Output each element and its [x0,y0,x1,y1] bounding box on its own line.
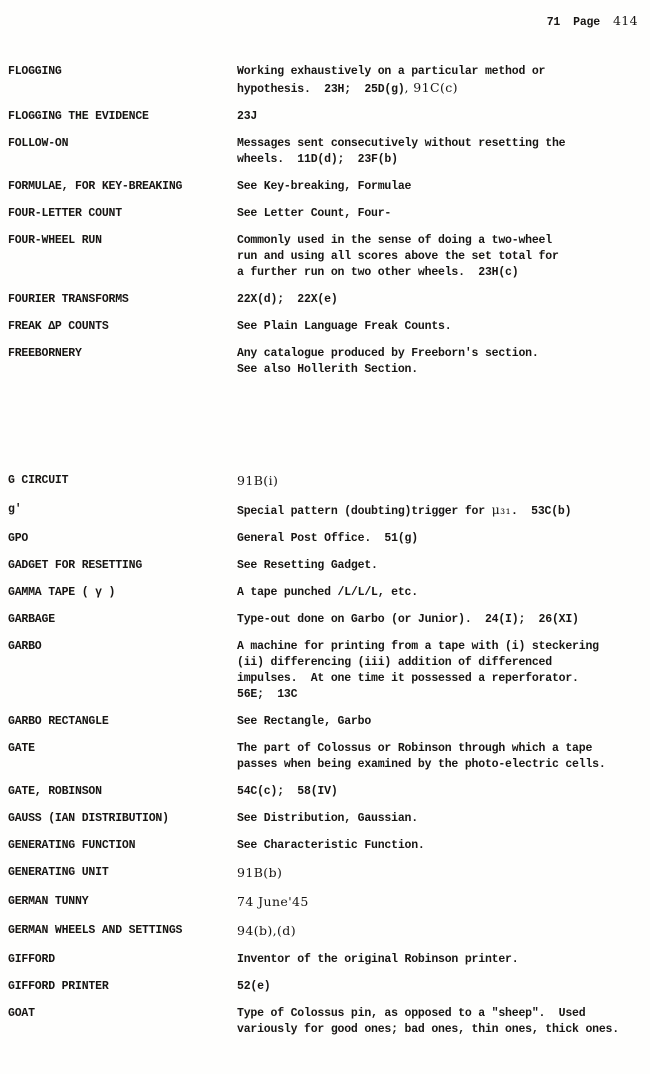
glossary-entry [8,714,642,730]
glossary-section-f [8,64,642,378]
glossary-term: G CIRCUIT [8,474,69,487]
glossary-entry [8,136,642,168]
typed-text: Commonly used in the sense of doing a two-wheel [237,234,552,247]
handwritten-annotation: μ₃₁ [491,502,512,517]
glossary-entry [8,741,642,773]
typed-text: A machine for printing from a tape with (i) steckering [237,640,599,653]
definition-line [237,923,632,941]
definition-line [237,1022,632,1038]
definition-line [237,319,632,335]
typed-text: See Distribution, Gaussian. [237,812,418,825]
glossary-entry [8,811,642,827]
typed-text: General Post Office. 51(g) [237,532,418,545]
definition-line [237,206,632,222]
glossary-definition [237,811,632,827]
typed-text: 23J [237,110,258,123]
definition-line [237,362,632,378]
glossary-definition [237,952,632,968]
typed-text: impulses. At one time it possessed a reperforator. [237,672,579,685]
glossary-entry [8,894,642,912]
glossary-definition [237,473,632,491]
definition-line [237,612,632,628]
glossary-entry [8,838,642,854]
glossary-term: GIFFORD PRINTER [8,980,109,993]
glossary-definition [237,64,632,98]
glossary-entry [8,346,642,378]
glossary-term: GENERATING FUNCTION [8,839,136,852]
glossary-entry [8,639,642,703]
chapter-number: 71 [546,16,561,29]
glossary-definition [237,558,632,574]
typed-text: a further run on two other wheels. 23H(c) [237,266,519,279]
definition-line [237,1006,632,1022]
typed-text: run and using all scores above the set total for [237,250,559,263]
typed-text: See Plain Language Freak Counts. [237,320,452,333]
glossary-definition [237,979,632,995]
definition-line [237,179,632,195]
glossary-definition [237,319,632,335]
definition-line [237,741,632,757]
glossary-term: GATE, ROBINSON [8,785,102,798]
glossary-entry [8,865,642,883]
glossary-term: FORMULAE, FOR KEY-BREAKING [8,180,183,193]
definition-line [237,265,632,281]
glossary-term: FREAK ΔP COUNTS [8,320,109,333]
glossary-entry [8,784,642,800]
definition-line [237,639,632,655]
glossary-entry [8,1006,642,1038]
glossary-definition [237,1006,632,1038]
glossary-definition [237,346,632,378]
definition-line [237,811,632,827]
glossary-entry [8,531,642,547]
glossary-term: GAMMA TAPE ( γ ) [8,586,116,599]
definition-line [237,784,632,800]
glossary-definition [237,233,632,281]
glossary-term: GARBAGE [8,613,55,626]
glossary-term: GARBO RECTANGLE [8,715,109,728]
definition-line [237,249,632,265]
page-number: 414 [612,13,638,28]
definition-line [237,671,632,687]
typed-text: The part of Colossus or Robinson through which a tape [237,742,593,755]
glossary-definition [237,741,632,773]
typed-text: Any catalogue produced by Freeborn's section. [237,347,539,360]
definition-line [237,136,632,152]
handwritten-annotation: 91B(i) [237,473,279,488]
glossary-entry [8,64,642,98]
typed-text: 52(e) [237,980,271,993]
glossary-term: GENERATING UNIT [8,866,109,879]
definition-line [237,838,632,854]
glossary-term: FOLLOW-ON [8,137,69,150]
glossary-entry [8,319,642,335]
glossary-entry [8,109,642,125]
glossary-entry [8,923,642,941]
glossary-definition [237,136,632,168]
typed-text: Type-out done on Garbo (or Junior). 24(I); 26(XI) [237,613,579,626]
glossary-term: FLOGGING THE EVIDENCE [8,110,149,123]
typed-text: passes when being examined by the photo-electric cells. [237,758,606,771]
glossary-term: g' [8,503,22,516]
glossary-definition [237,894,632,912]
glossary-definition [237,714,632,730]
typed-text: See Rectangle, Garbo [237,715,372,728]
glossary-entry [8,502,642,520]
glossary-definition [237,612,632,628]
typed-text: (ii) differencing (iii) addition of differenced [237,656,552,669]
glossary-section-g [8,473,642,1038]
glossary-entry [8,612,642,628]
definition-line [237,502,632,520]
typed-text: hypothesis. 23H; 25D(g) [237,83,405,96]
typed-text: See also Hollerith Section. [237,363,418,376]
glossary-definition [237,923,632,941]
definition-line [237,64,632,80]
page-label: Page [573,16,600,29]
definition-line [237,757,632,773]
glossary-definition [237,502,632,520]
glossary-entry [8,292,642,308]
glossary-definition [237,865,632,883]
definition-line [237,531,632,547]
definition-line [237,865,632,883]
glossary-entry [8,179,642,195]
glossary-definition [237,179,632,195]
definition-line [237,585,632,601]
typed-text: See Key-breaking, Formulae [237,180,412,193]
typed-text: See Letter Count, Four- [237,207,392,220]
glossary-definition [237,585,632,601]
definition-line [237,80,632,98]
glossary-entry [8,585,642,601]
glossary-entry [8,473,642,491]
definition-line [237,714,632,730]
glossary-term: GIFFORD [8,953,55,966]
definition-line [237,292,632,308]
definition-line [237,979,632,995]
glossary-term: FOURIER TRANSFORMS [8,293,129,306]
definition-line [237,346,632,362]
glossary-entry [8,979,642,995]
glossary-definition [237,292,632,308]
glossary-term: FREEBORNERY [8,347,82,360]
typed-text: Special pattern (doubting)trigger for [237,505,492,518]
glossary-entry [8,952,642,968]
definition-line [237,233,632,249]
definition-line [237,655,632,671]
glossary-definition [237,838,632,854]
glossary-definition [237,109,632,125]
definition-line [237,894,632,912]
typed-text: See Characteristic Function. [237,839,425,852]
typed-text: 56E; 13C [237,688,298,701]
typed-text: Working exhaustively on a particular method or [237,65,546,78]
typed-text: Type of Colossus pin, as opposed to a "sheep". Used [237,1007,586,1020]
glossary-term: FOUR-LETTER COUNT [8,207,122,220]
page-header [547,13,638,29]
definition-line [237,687,632,703]
glossary-term: FOUR-WHEEL RUN [8,234,102,247]
glossary-entry [8,233,642,281]
typed-text: Inventor of the original Robinson printer. [237,953,519,966]
glossary-term: GADGET FOR RESETTING [8,559,143,572]
definition-line [237,473,632,491]
definition-line [237,952,632,968]
typed-text: . 53C(b) [511,505,572,518]
definition-line [237,109,632,125]
handwritten-annotation: , 91C(c) [404,80,458,95]
glossary-entry [8,558,642,574]
typed-text: 22X(d); 22X(e) [237,293,338,306]
handwritten-annotation: 94(b),(d) [237,923,296,938]
typed-text: Messages sent consecutively without resetting the [237,137,566,150]
definition-line [237,152,632,168]
typed-text: A tape punched /L/L/L, etc. [237,586,418,599]
typed-text: variously for good ones; bad ones, thin ones, thick ones. [237,1023,619,1036]
glossary-definition [237,206,632,222]
definition-line [237,558,632,574]
glossary-term: GATE [8,742,35,755]
glossary-term: GERMAN TUNNY [8,895,89,908]
glossary-definition [237,639,632,703]
glossary-content [8,64,642,1049]
glossary-entry [8,206,642,222]
glossary-term: GPO [8,532,29,545]
typed-text: See Resetting Gadget. [237,559,378,572]
handwritten-annotation: 91B(b) [237,865,283,880]
glossary-term: GOAT [8,1007,35,1020]
glossary-term: GARBO [8,640,42,653]
typed-text: 54C(c); 58(IV) [237,785,338,798]
glossary-definition [237,784,632,800]
glossary-definition [237,531,632,547]
typed-text: wheels. 11D(d); 23F(b) [237,153,398,166]
glossary-term: GERMAN WHEELS AND SETTINGS [8,924,183,937]
handwritten-annotation: 74 June'45 [237,894,309,909]
glossary-term: FLOGGING [8,65,62,78]
glossary-term: GAUSS (IAN DISTRIBUTION) [8,812,169,825]
